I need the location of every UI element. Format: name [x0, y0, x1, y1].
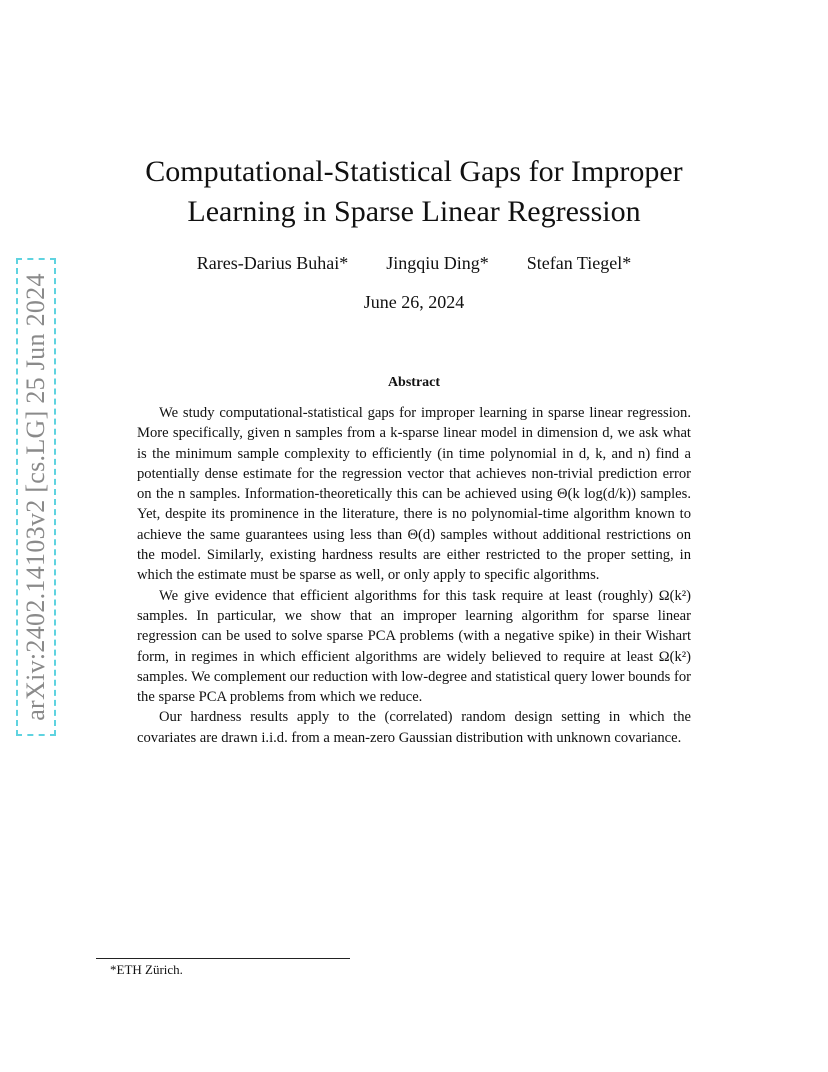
abstract-heading: Abstract	[387, 375, 441, 390]
footnote-divider	[96, 958, 350, 959]
abstract-paragraph: We study computational-statistical gaps for improper learning in sparse linear regression. More specifically, given n samples from a k-sparse linear model in dimension d, we ask what is the minimum sample complexity to efficiently (in time polynomial in d, k, and n) find a potentially dense estimate for the regression vector that achieves non-trivial prediction error on the n samples. Information-theoretically this can be achieved using Θ(k log(d/k)) samples. Yet, despite its prominence in the literature, there is no polynomial-time algorithm known to achieve the same guarantees using less than Θ(d) samples without additional restrictions on the model. Similarly, existing hardness results are either restricted to the proper setting, in which the estimate must be sparse as well, or only apply to specific algorithms.	[137, 405, 691, 584]
arxiv-identifier-text: arXiv:2402.14103v2 [cs.LG] 25 Jun 2024	[21, 273, 51, 721]
abstract-paragraph: We give evidence that efficient algorithms for this task require at least (roughly) Ω(k²) samples. In particular, we show that an improper learning algorithm for sparse linear regression can be used to solve sparse PCA problems (with a negative spike) in their Wishart form, in regimes in which efficient algorithms are widely believed to require at least Ω(k²) samples. We complement our reduction with low-degree and statistical query lower bounds for the sparse PCA problems from which we reduce.	[137, 587, 691, 706]
publication-date: June 26, 2024	[363, 292, 465, 312]
author-name: Rares-Darius Buhai*	[196, 253, 349, 273]
footnote-affiliation: *ETH Zürich.	[110, 962, 183, 977]
title-line-2: Learning in Sparse Linear Regression	[187, 195, 641, 228]
author-list	[100, 253, 728, 274]
abstract-paragraph: Our hardness results apply to the (correlated) random design setting in which the covariates are drawn i.i.d. from a mean-zero Gaussian distribution with unknown covariance.	[137, 709, 691, 746]
paper-title	[100, 152, 728, 232]
arxiv-identifier-stamp	[16, 258, 56, 736]
author-name: Stefan Tiegel*	[526, 253, 632, 273]
title-line-1: Computational-Statistical Gaps for Improper	[145, 155, 683, 188]
author-name: Jingqiu Ding*	[386, 253, 489, 273]
abstract-body	[137, 403, 691, 748]
